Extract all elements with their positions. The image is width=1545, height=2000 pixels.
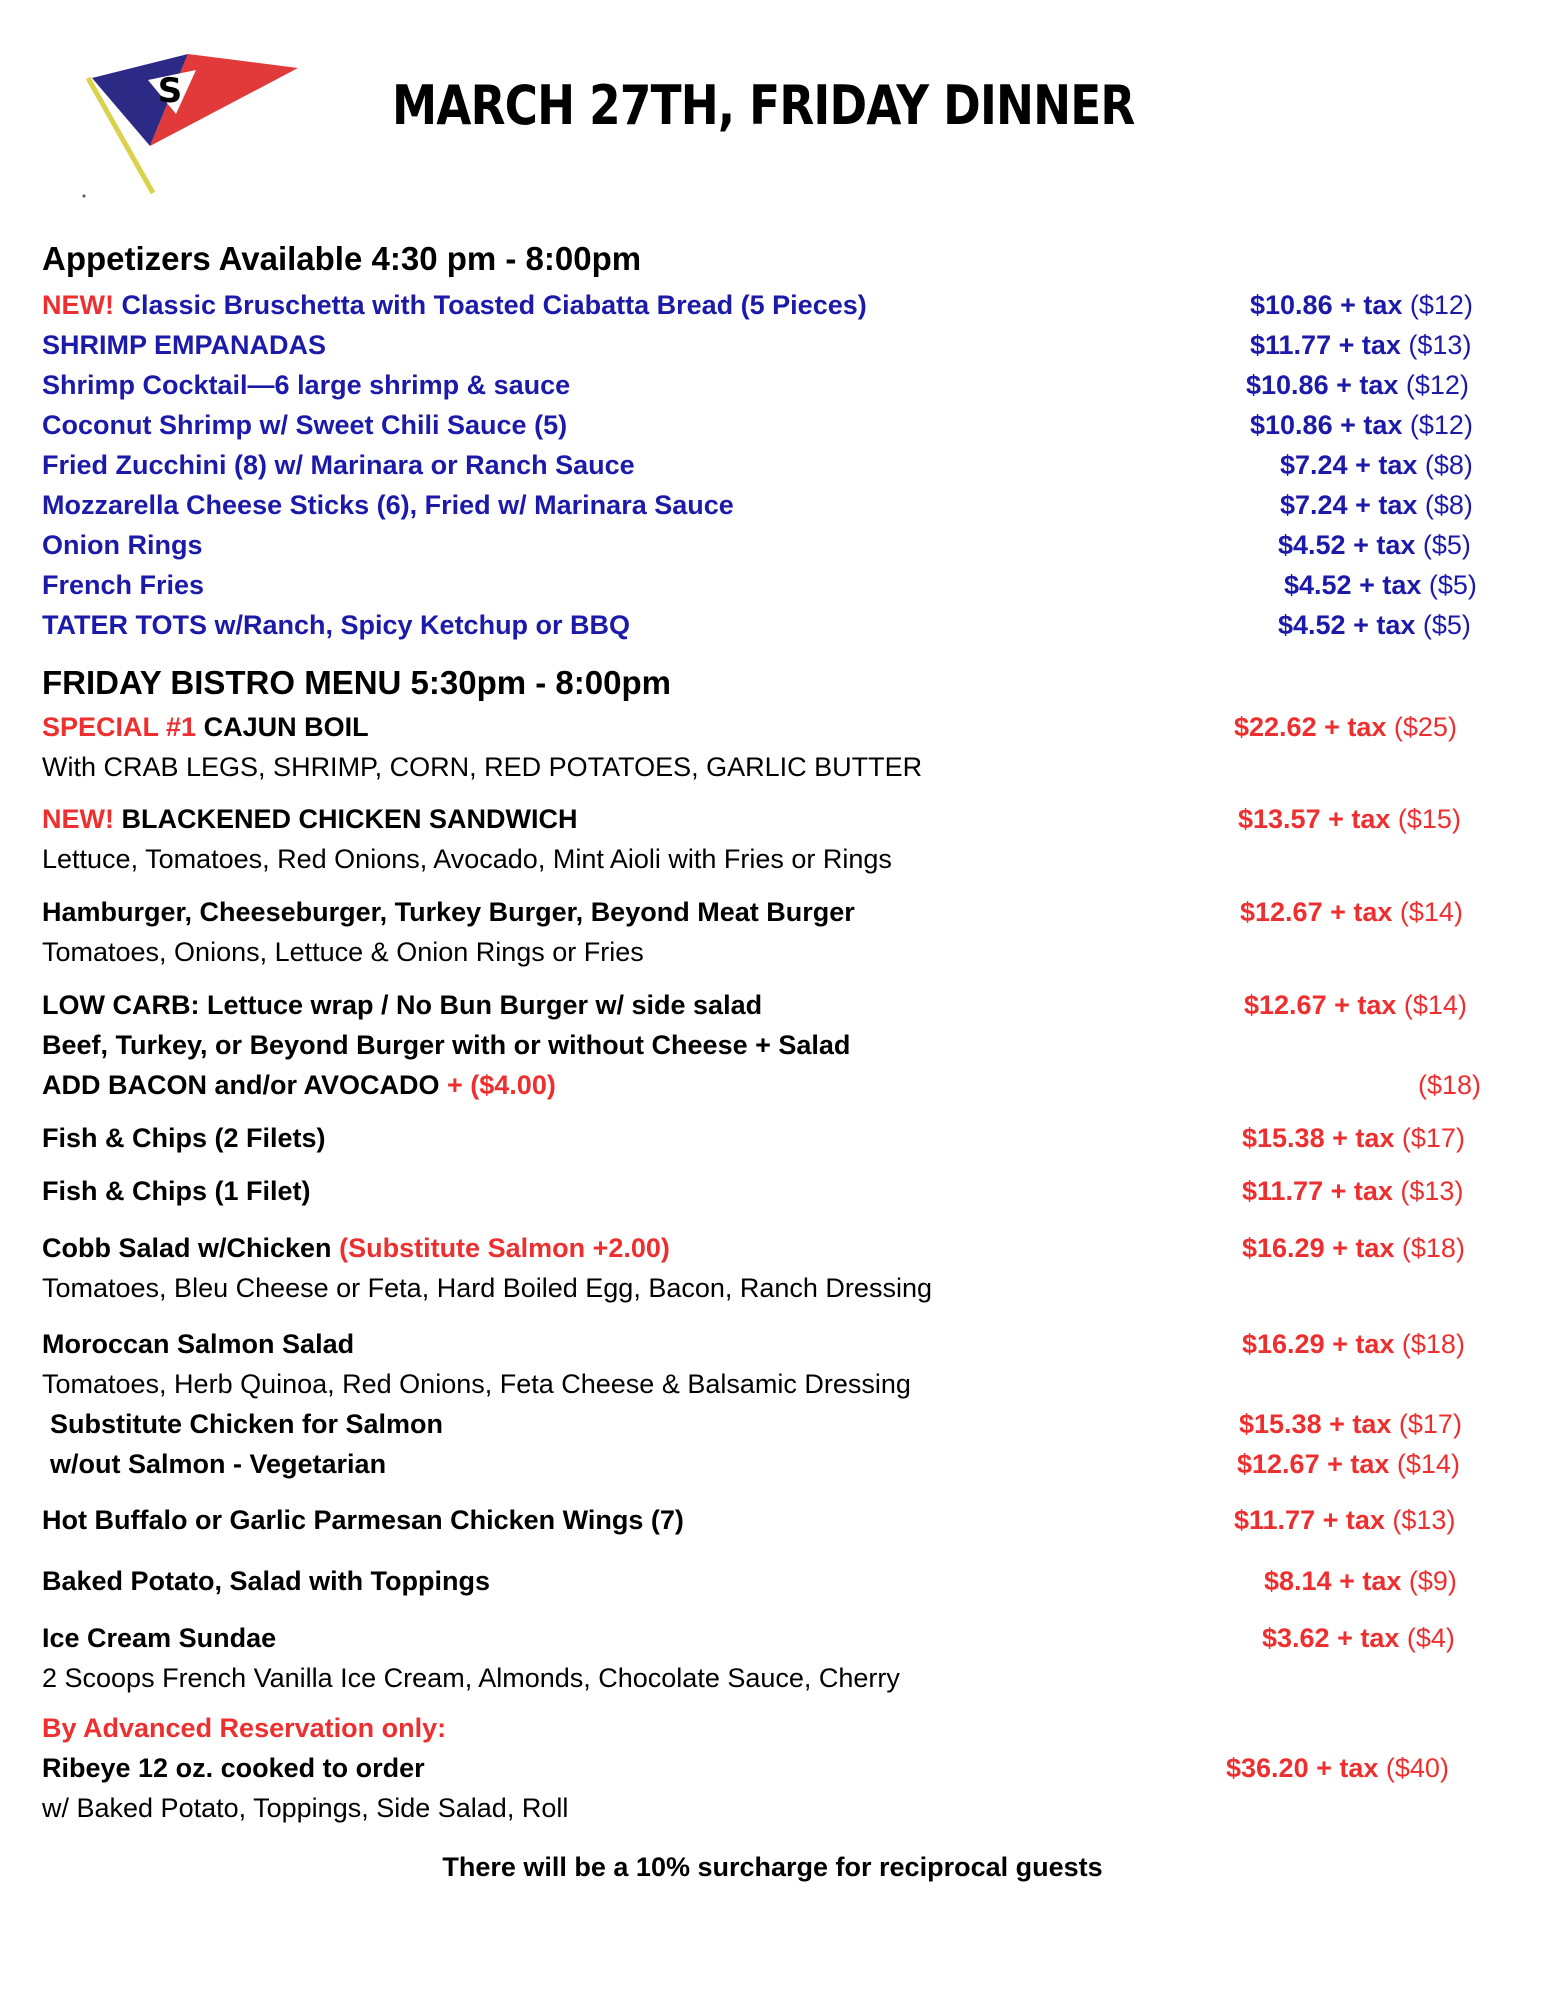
item-total: ($14): [1396, 1449, 1460, 1479]
item-total: ($4): [1406, 1623, 1455, 1653]
appetizer-row: [42, 330, 1492, 370]
item-name: TATER TOTS w/Ranch, Spicy Ketchup or BBQ: [42, 610, 631, 640]
menu-item-row: [42, 1176, 1492, 1216]
item-total: ($5): [1422, 610, 1471, 640]
item-name: Mozzarella Cheese Sticks (6), Fried w/ Marinara Sauce: [42, 490, 734, 520]
item-name: Baked Potato, Salad with Toppings: [42, 1566, 491, 1596]
item-name: Ice Cream Sundae: [42, 1623, 277, 1653]
item-price: $15.38 + tax: [1242, 1123, 1395, 1153]
appetizer-row: [42, 610, 1492, 650]
item-price: $12.67 + tax: [1244, 990, 1397, 1020]
item-price: $11.77 + tax: [1250, 330, 1401, 360]
item-total: ($14): [1403, 990, 1467, 1020]
item-total: ($5): [1428, 570, 1477, 600]
reservation-note: By Advanced Reservation only:: [42, 1713, 447, 1743]
item-name: Moroccan Salmon Salad: [42, 1329, 355, 1359]
item-name: Substitute Chicken for Salmon: [50, 1409, 444, 1439]
flag-letter: S: [157, 71, 183, 111]
appetizer-row: [42, 290, 1492, 330]
appetizer-row: [42, 370, 1492, 410]
item-price: $3.62 + tax: [1262, 1623, 1400, 1653]
item-name: BLACKENED CHICKEN SANDWICH: [121, 804, 578, 834]
item-price: $36.20 + tax: [1226, 1753, 1379, 1783]
menu-item-row: [42, 1753, 1492, 1793]
special-tag: SPECIAL #1: [42, 712, 197, 742]
item-name: SHRIMP EMPANADAS: [42, 330, 327, 360]
item-total: ($17): [1398, 1409, 1462, 1439]
item-price: $11.77 + tax: [1242, 1176, 1393, 1206]
item-name: Fish & Chips (2 Filets): [42, 1123, 326, 1153]
item-price: $22.62 + tax: [1234, 712, 1387, 742]
item-price: $10.86 + tax: [1250, 290, 1403, 320]
item-name: Fried Zucchini (8) w/ Marinara or Ranch Sauce: [42, 450, 635, 480]
menu-item-row: [42, 1233, 1492, 1273]
menu-item-row: [42, 712, 1492, 752]
item-price: $4.52 + tax: [1278, 610, 1416, 640]
item-total: ($8): [1424, 490, 1473, 520]
item-price: $12.67 + tax: [1240, 897, 1393, 927]
item-total: ($17): [1401, 1123, 1465, 1153]
appetizer-row: [42, 410, 1492, 450]
item-name: Hamburger, Cheeseburger, Turkey Burger, Beyond Meat Burger: [42, 897, 855, 927]
item-name: LOW CARB: Lettuce wrap / No Bun Burger w/ side salad: [42, 990, 763, 1020]
item-price: $16.29 + tax: [1242, 1329, 1395, 1359]
item-price: $7.24 + tax: [1280, 450, 1418, 480]
item-name: Fish & Chips (1 Filet): [42, 1176, 311, 1206]
item-name: Cobb Salad w/Chicken: [42, 1233, 332, 1263]
item-name: w/out Salmon - Vegetarian: [50, 1449, 387, 1479]
item-price: $10.86 + tax: [1246, 370, 1399, 400]
item-description: Tomatoes, Onions, Lettuce & Onion Rings or Fries: [42, 937, 644, 967]
item-description: Lettuce, Tomatoes, Red Onions, Avocado, Mint Aioli with Fries or Rings: [42, 844, 892, 874]
item-total: ($18): [1401, 1233, 1465, 1263]
menu-item-row: [42, 804, 1492, 844]
item-description: Beef, Turkey, or Beyond Burger with or without Cheese + Salad: [42, 1030, 851, 1060]
menu-item-row: [42, 1505, 1492, 1545]
menu-item-row: [42, 990, 1492, 1030]
menu-item-row: [42, 1329, 1492, 1369]
item-total: ($12): [1409, 290, 1473, 320]
item-price: $10.86 + tax: [1250, 410, 1403, 440]
item-total: ($8): [1424, 450, 1473, 480]
addon-name: ADD BACON and/or AVOCADO: [42, 1070, 440, 1100]
item-name: Classic Bruschetta with Toasted Ciabatta Bread (5 Pieces): [121, 290, 867, 320]
menu-item-row: [42, 1070, 1492, 1110]
bistro-heading: FRIDAY BISTRO MENU 5:30pm - 8:00pm: [42, 664, 671, 701]
item-name: Hot Buffalo or Garlic Parmesan Chicken Wings (7): [42, 1505, 684, 1535]
item-total: ($13): [1408, 330, 1472, 360]
item-total: ($25): [1393, 712, 1457, 742]
item-price: $15.38 + tax: [1239, 1409, 1392, 1439]
appetizer-row: [42, 530, 1492, 570]
addon-total: ($18): [1418, 1070, 1482, 1100]
addon-price: + ($4.00): [447, 1070, 556, 1100]
club-burgee-logo: [78, 48, 308, 208]
item-description: Tomatoes, Bleu Cheese or Feta, Hard Boiled Egg, Bacon, Ranch Dressing: [42, 1273, 932, 1303]
item-name: Ribeye 12 oz. cooked to order: [42, 1753, 425, 1783]
item-total: ($13): [1400, 1176, 1464, 1206]
menu-item-row: [42, 1409, 1492, 1449]
item-total: ($5): [1422, 530, 1471, 560]
menu-item-row: [42, 1449, 1492, 1489]
item-total: ($12): [1405, 370, 1469, 400]
logo-dot: [83, 195, 86, 198]
item-price: $8.14 + tax: [1264, 1566, 1402, 1596]
item-total: ($14): [1399, 897, 1463, 927]
menu-item-row: [42, 897, 1492, 937]
item-total: ($18): [1401, 1329, 1465, 1359]
item-price: $7.24 + tax: [1280, 490, 1418, 520]
new-tag: NEW!: [42, 290, 114, 320]
item-price: $11.77 + tax: [1234, 1505, 1385, 1535]
appetizer-row: [42, 450, 1492, 490]
item-total: ($40): [1385, 1753, 1449, 1783]
item-total: ($13): [1392, 1505, 1456, 1535]
item-price: $16.29 + tax: [1242, 1233, 1395, 1263]
page-title: MARCH 27TH, FRIDAY DINNER: [392, 74, 1135, 137]
menu-item-row: [42, 1623, 1492, 1663]
item-total: ($9): [1408, 1566, 1457, 1596]
item-total: ($12): [1409, 410, 1473, 440]
item-name: CAJUN BOIL: [203, 712, 369, 742]
item-description: Tomatoes, Herb Quinoa, Red Onions, Feta Cheese & Balsamic Dressing: [42, 1369, 911, 1399]
item-description: 2 Scoops French Vanilla Ice Cream, Almonds, Chocolate Sauce, Cherry: [42, 1663, 900, 1693]
surcharge-footer: There will be a 10% surcharge for reciprocal guests: [442, 1852, 1103, 1882]
item-name: Shrimp Cocktail—6 large shrimp & sauce: [42, 370, 571, 400]
appetizer-row: [42, 490, 1492, 530]
item-name: Onion Rings: [42, 530, 203, 560]
appetizers-heading: Appetizers Available 4:30 pm - 8:00pm: [42, 240, 642, 277]
appetizer-row: [42, 570, 1492, 610]
menu-item-row: [42, 1566, 1492, 1606]
item-price: $4.52 + tax: [1284, 570, 1422, 600]
item-name: Coconut Shrimp w/ Sweet Chili Sauce (5): [42, 410, 568, 440]
new-tag: NEW!: [42, 804, 114, 834]
item-price: $12.67 + tax: [1237, 1449, 1390, 1479]
item-price: $4.52 + tax: [1278, 530, 1416, 560]
item-name: French Fries: [42, 570, 205, 600]
item-price: $13.57 + tax: [1238, 804, 1391, 834]
item-description: w/ Baked Potato, Toppings, Side Salad, Roll: [42, 1793, 569, 1823]
item-total: ($15): [1397, 804, 1461, 834]
menu-item-row: [42, 1123, 1492, 1163]
item-description: With CRAB LEGS, SHRIMP, CORN, RED POTATOES, GARLIC BUTTER: [42, 752, 923, 782]
substitute-note: (Substitute Salmon +2.00): [339, 1233, 670, 1263]
